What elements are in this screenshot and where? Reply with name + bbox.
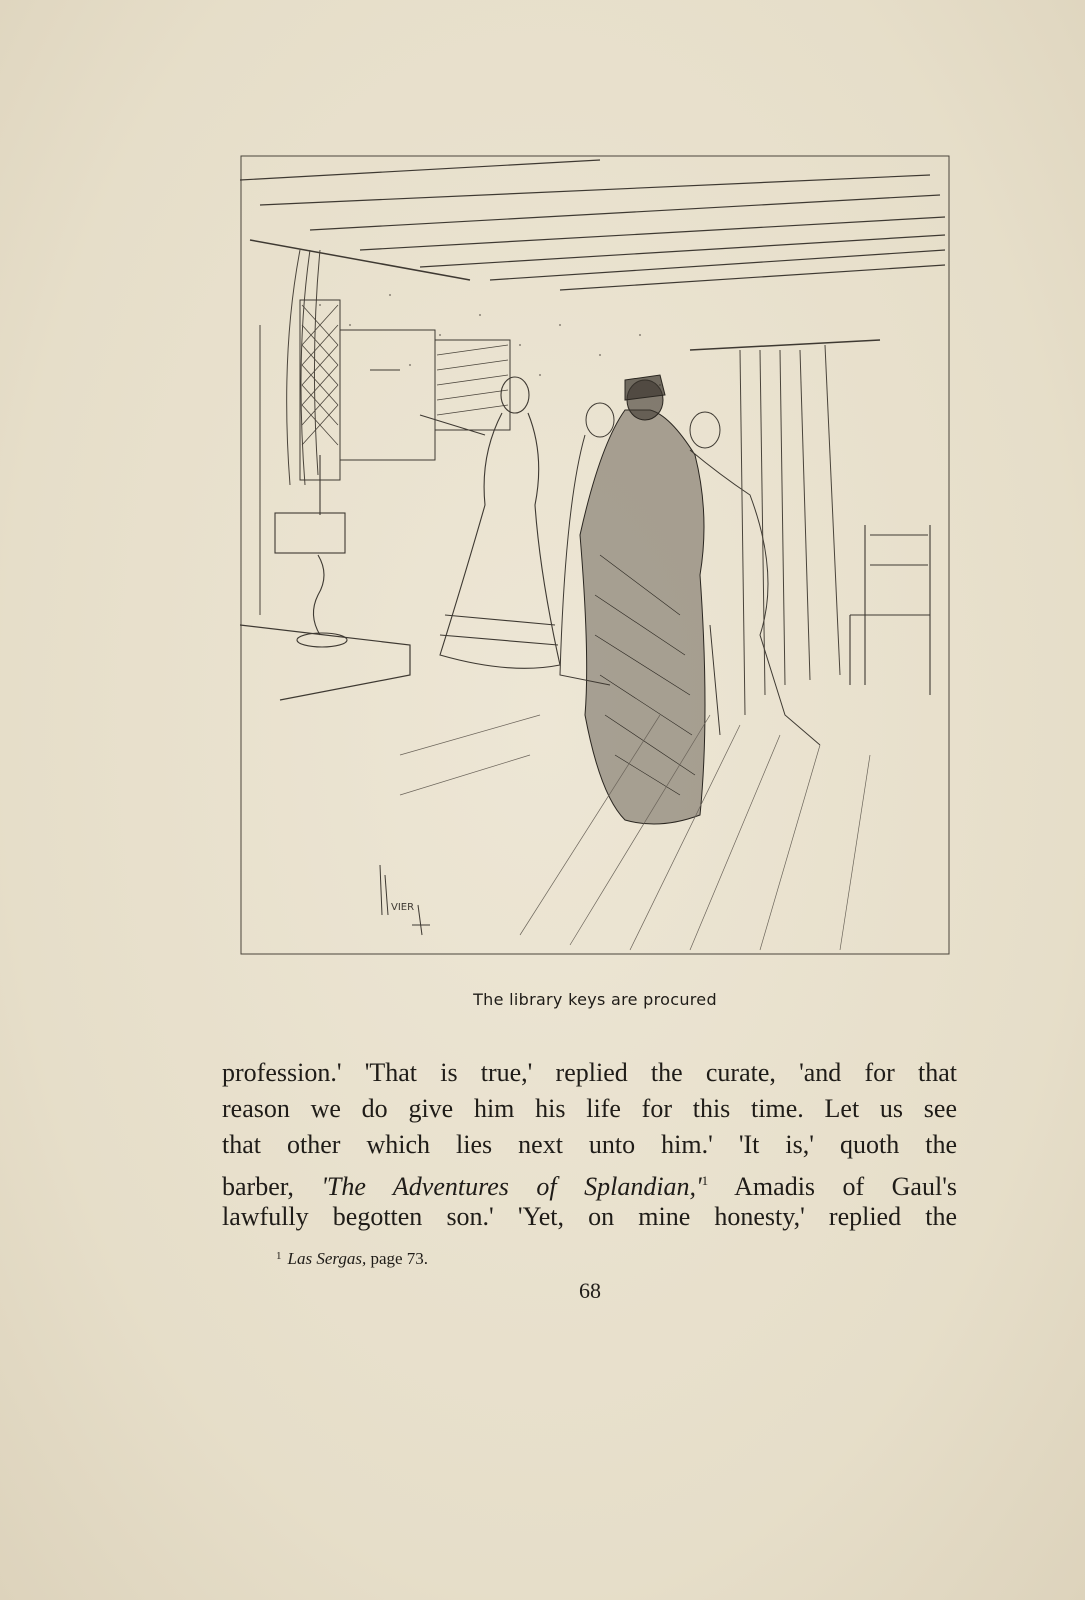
footnote xyxy=(276,1249,776,1269)
footnote-title: Las Sergas, xyxy=(287,1249,367,1268)
body-line-1: profession.' 'That is true,' replied the curate, 'and for that xyxy=(222,1058,957,1087)
body-text xyxy=(222,1055,957,1235)
body-line-4 xyxy=(222,1163,957,1199)
book-title: 'The Adventures of Splandian,' xyxy=(321,1172,702,1201)
body-line-4-end: Amadis of Gaul's xyxy=(708,1172,957,1201)
engraving-illustration xyxy=(240,155,950,955)
illustration-caption: The library keys are procured xyxy=(473,990,717,1009)
artist-signature: VIER xyxy=(391,902,415,913)
footnote-reference[interactable]: 1 xyxy=(701,1173,709,1188)
illustration-drawing xyxy=(240,155,950,955)
body-line-4-start: barber, xyxy=(222,1172,322,1201)
body-line-5: lawfully begotten son.' 'Yet, on mine honesty,' replied the xyxy=(222,1202,957,1231)
footnote-mark: 1 xyxy=(276,1250,282,1262)
body-line-3: that other which lies next unto him.' 'It is,' quoth the xyxy=(222,1130,957,1159)
page-number: 68 xyxy=(579,1278,601,1303)
body-line-2: reason we do give him his life for this time. Let us see xyxy=(222,1094,957,1123)
footnote-text: page 73. xyxy=(366,1249,429,1268)
